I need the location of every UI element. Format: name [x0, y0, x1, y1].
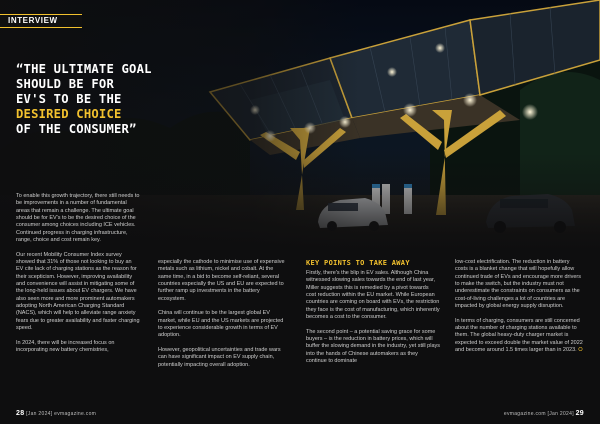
- page-number: 28: [16, 410, 25, 417]
- quote-line: OF THE CONSUMER”: [16, 122, 137, 136]
- end-mark-icon: ⭘: [578, 346, 583, 353]
- paragraph: especially the cathode to minimise use of expensive metals such as lithium, nickel and cobalt. At the same time, in a bid to become self-reliant, several countries especially the US and EU are expected to further ramp up investments in the battery ecosystem.: [158, 259, 285, 302]
- quote-line: SHOULD BE FOR: [16, 77, 114, 91]
- page-number: 29: [575, 410, 584, 417]
- body-column-1: [16, 193, 140, 361]
- paragraph: Firstly, there's the blip in EV sales. Although China witnessed slowing sales towards the end of last year, Miller suggests this is remedied by a pivot towards cost reduction within the EU market. While European countries are coming on board with EVs, the restriction they face is the cost of manufacturing, which inherently becomes a cost to the consumer.: [306, 270, 440, 321]
- body-column-4: [455, 259, 583, 362]
- section-label: INTERVIEW: [8, 16, 58, 25]
- paragraph: China will continue to be the largest global EV market, while EU and the US markets are projected to experience considerable growth in terms of EV adoption.: [158, 310, 284, 339]
- paragraph-text: In terms of charging, consumers are still concerned about the number of charging stations available to them. The global heavy-duty charger market is expected to exceed double the market value of 2022 and become around 1.5 times larger than in 2023.: [455, 317, 583, 353]
- quote-highlight: DESIRED CHOICE: [16, 107, 122, 121]
- footer-right: [504, 410, 584, 417]
- paragraph: low-cost electrification. The reduction in battery costs is a blanket change that will hopefully allow continued trade of EVs and encourage more drivers to make the switch, but the industry must not underestimate the constraints on consumers as the cost-of-living challenges a lot of countries are impacted by global energy supply disruption.: [455, 259, 581, 310]
- section-tab: [0, 14, 82, 28]
- body-column-3: [306, 259, 440, 373]
- paragraph: In 2024, there will be increased focus on incorporating new battery chemistries,: [16, 339, 115, 353]
- paragraph: The second point – a potential saving grace for some buyers – is the reduction in battery prices, which will buffer the slowing demand in the industry, yet still plays into the hands of Chinese automakers as they continue to dominate: [306, 328, 441, 364]
- paragraph: To enable this growth trajectory, there still needs to be improvements in a number of fundamental areas that remain a challenge. The ultimate goal should be for EV's to be the desired choice of the consumer among choices including ICE vehicles. Continued progress in charging infrastructure, range, choice and cost remain key.: [16, 193, 140, 244]
- footer-left: [16, 410, 96, 417]
- footer-info: [Jan 2024] evmagazine.com: [26, 411, 97, 417]
- paragraph: However, geopolitical uncertainties and trade wars can have significant impact on EV supply chain, potentially impacting overall adoption.: [158, 346, 281, 368]
- footer-info: evmagazine.com [Jan 2024]: [503, 411, 574, 417]
- quote-line: EV'S TO BE THE: [16, 92, 122, 106]
- paragraph: Our recent Mobility Consumer Index survey showed that 31% of those not looking to buy an EV cite lack of charging stations as the reason for their scepticism. However, improving availability and convenience will assist in mitigating some of the long-held issues about EV chargers. We have also seen more and more prominent automakers adopting North American Charging Standard (NACS), which will help to alleviate range anxiety fears due to greater availability and faster charging speed.: [16, 251, 140, 332]
- body-column-2: [158, 259, 288, 376]
- paragraph: [455, 318, 583, 355]
- key-points-heading: KEY POINTS TO TAKE AWAY: [306, 259, 410, 267]
- quote-line: “THE ULTIMATE GOAL: [16, 62, 152, 76]
- pull-quote: [16, 62, 216, 137]
